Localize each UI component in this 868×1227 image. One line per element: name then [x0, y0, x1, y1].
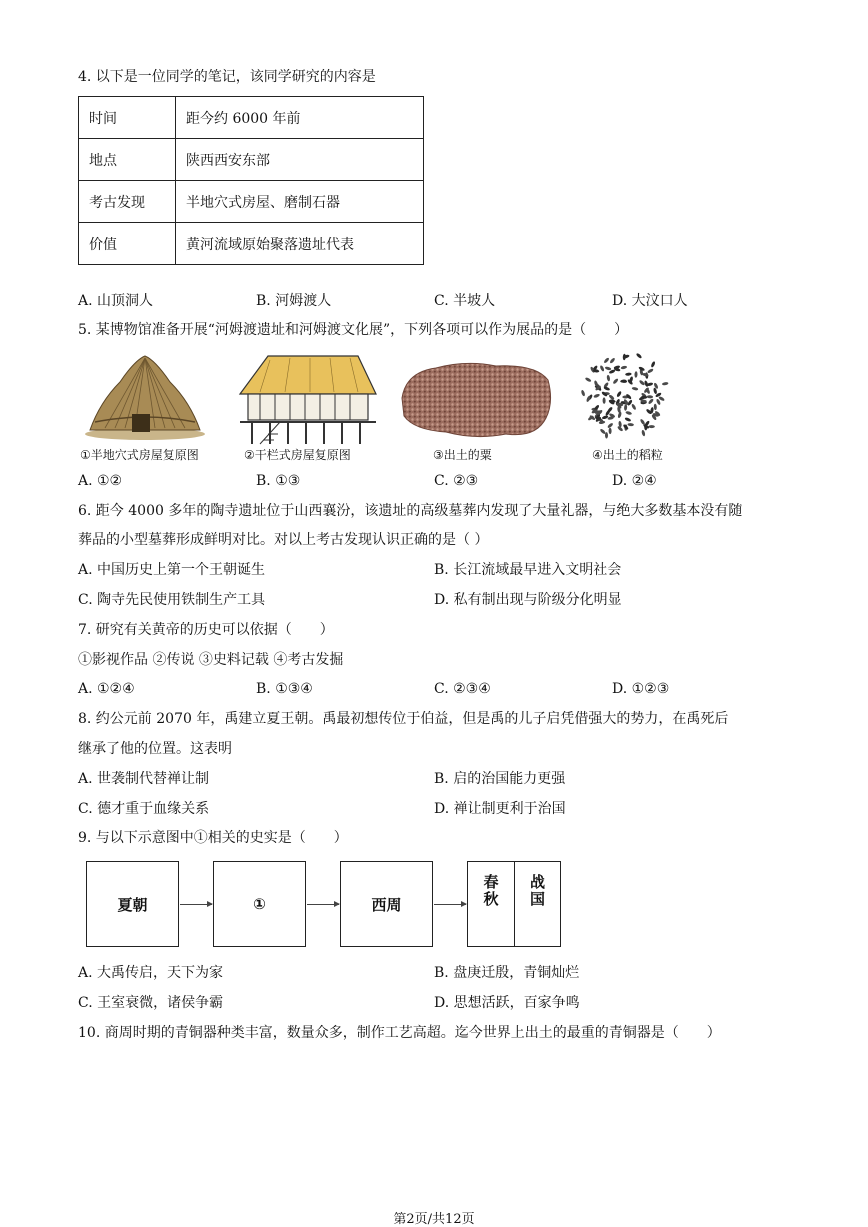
q5-caption-1: ①半地穴式房屋复原图 — [80, 448, 199, 462]
diagram-box-chunqiu-zhanguo — [467, 861, 561, 947]
q9-option-a: A. 大禹传启，天下为家 — [78, 965, 224, 981]
q8-option-a: A. 世袭制代替禅让制 — [78, 771, 210, 787]
q5-option-c: C. ②③ — [434, 473, 479, 489]
q5-caption-4: ④出土的稻粒 — [592, 448, 663, 462]
q9-option-d: D. 思想活跃，百家争鸣 — [434, 995, 580, 1011]
q8-stem-line1: 8. 约公元前 2070 年，禹建立夏王朝。禹最初想传位于伯益，但是禹的儿子启凭借强大的势力，在禹死后 — [78, 711, 729, 727]
q4-option-a: A. 山顶洞人 — [78, 293, 154, 309]
q6-stem-line2: 葬品的小型墓葬形成鲜明对比。对以上考古发现认识正确的是（ ） — [78, 532, 489, 548]
q9-stem: 9. 与以下示意图中①相关的史实是（ ） — [78, 830, 348, 846]
q7-option-c: C. ②③④ — [434, 681, 491, 697]
q8-stem-line2: 继承了他的位置。这表明 — [78, 741, 232, 757]
table-row — [79, 223, 424, 265]
diagram-arrow — [307, 904, 339, 905]
q6-stem-line1: 6. 距今 4000 多年的陶寺遗址位于山西襄汾，该遗址的高级墓葬内发现了大量礼器，与绝大多数基本没有随 — [78, 503, 743, 519]
diagram-box-1: ① — [213, 861, 306, 947]
q5-option-b: B. ①③ — [256, 473, 301, 489]
diagram-label-zhanguo: 战国 — [528, 874, 546, 908]
q6-option-a: A. 中国历史上第一个王朝诞生 — [78, 562, 266, 578]
q6-option-b: B. 长江流域最早进入文明社会 — [434, 562, 622, 578]
table-cell: 考古发现 — [79, 181, 176, 223]
table-cell: 陕西西安东部 — [176, 139, 424, 181]
q7-option-a: A. ①②④ — [78, 681, 135, 697]
q5-caption-2: ②干栏式房屋复原图 — [244, 448, 351, 462]
q5-stem: 5. 某博物馆准备开展“河姆渡遗址和河姆渡文化展”，下列各项可以作为展品的是（ ） — [78, 322, 629, 338]
table-cell: 地点 — [79, 139, 176, 181]
table-cell: 时间 — [79, 97, 176, 139]
table-cell: 价值 — [79, 223, 176, 265]
q5-option-d: D. ②④ — [612, 473, 657, 489]
table-row — [79, 139, 424, 181]
q4-notes-table — [78, 96, 424, 265]
q7-option-b: B. ①③④ — [256, 681, 313, 697]
q8-option-b: B. 启的治国能力更强 — [434, 771, 566, 787]
diagram-arrow — [180, 904, 212, 905]
q5-option-a: A. ①② — [78, 473, 123, 489]
q4-stem: 4. 以下是一位同学的笔记，该同学研究的内容是 — [78, 69, 376, 85]
table-cell: 距今约 6000 年前 — [176, 97, 424, 139]
q7-stem: 7. 研究有关黄帝的历史可以依据（ ） — [78, 622, 334, 638]
diagram-cell-chunqiu — [468, 862, 515, 946]
page-footer: 第2页/共12页 — [393, 1212, 475, 1227]
q9-option-b: B. 盘庚迁殷，青铜灿烂 — [434, 965, 580, 981]
millet-image — [396, 358, 556, 442]
q6-option-c: C. 陶寺先民使用铁制生产工具 — [78, 592, 266, 608]
diagram-cell-zhanguo — [515, 862, 560, 946]
rice-grains-image — [574, 350, 678, 444]
q10-stem: 10. 商周时期的青铜器种类丰富，数量众多，制作工艺高超。迄今世界上出土的最重的青铜器是（ ） — [78, 1025, 721, 1041]
diagram-label-chunqiu: 春秋 — [481, 874, 500, 908]
table-row — [79, 181, 424, 223]
q9-option-c: C. 王室衰微，诸侯争霸 — [78, 995, 224, 1011]
q7-items: ①影视作品 ②传说 ③史料记载 ④考古发掘 — [78, 652, 344, 668]
q7-option-d: D. ①②③ — [612, 681, 670, 697]
diagram-box-xizhou: 西周 — [340, 861, 433, 947]
stilt-house-image — [230, 350, 380, 446]
table-row — [79, 97, 424, 139]
q4-option-d: D. 大汶口人 — [612, 293, 688, 309]
q5-caption-3: ③出土的粟 — [433, 448, 492, 462]
diagram-box-xia: 夏朝 — [86, 861, 179, 947]
q4-option-b: B. 河姆渡人 — [256, 293, 332, 309]
diagram-arrow — [434, 904, 466, 905]
q8-option-d: D. 禅让制更利于治国 — [434, 801, 566, 817]
q4-option-c: C. 半坡人 — [434, 293, 496, 309]
q8-option-c: C. 德才重于血缘关系 — [78, 801, 210, 817]
q6-option-d: D. 私有制出现与阶级分化明显 — [434, 592, 622, 608]
table-cell: 半地穴式房屋、磨制石器 — [176, 181, 424, 223]
table-cell: 黄河流域原始聚落遗址代表 — [176, 223, 424, 265]
hut-image — [80, 352, 210, 444]
